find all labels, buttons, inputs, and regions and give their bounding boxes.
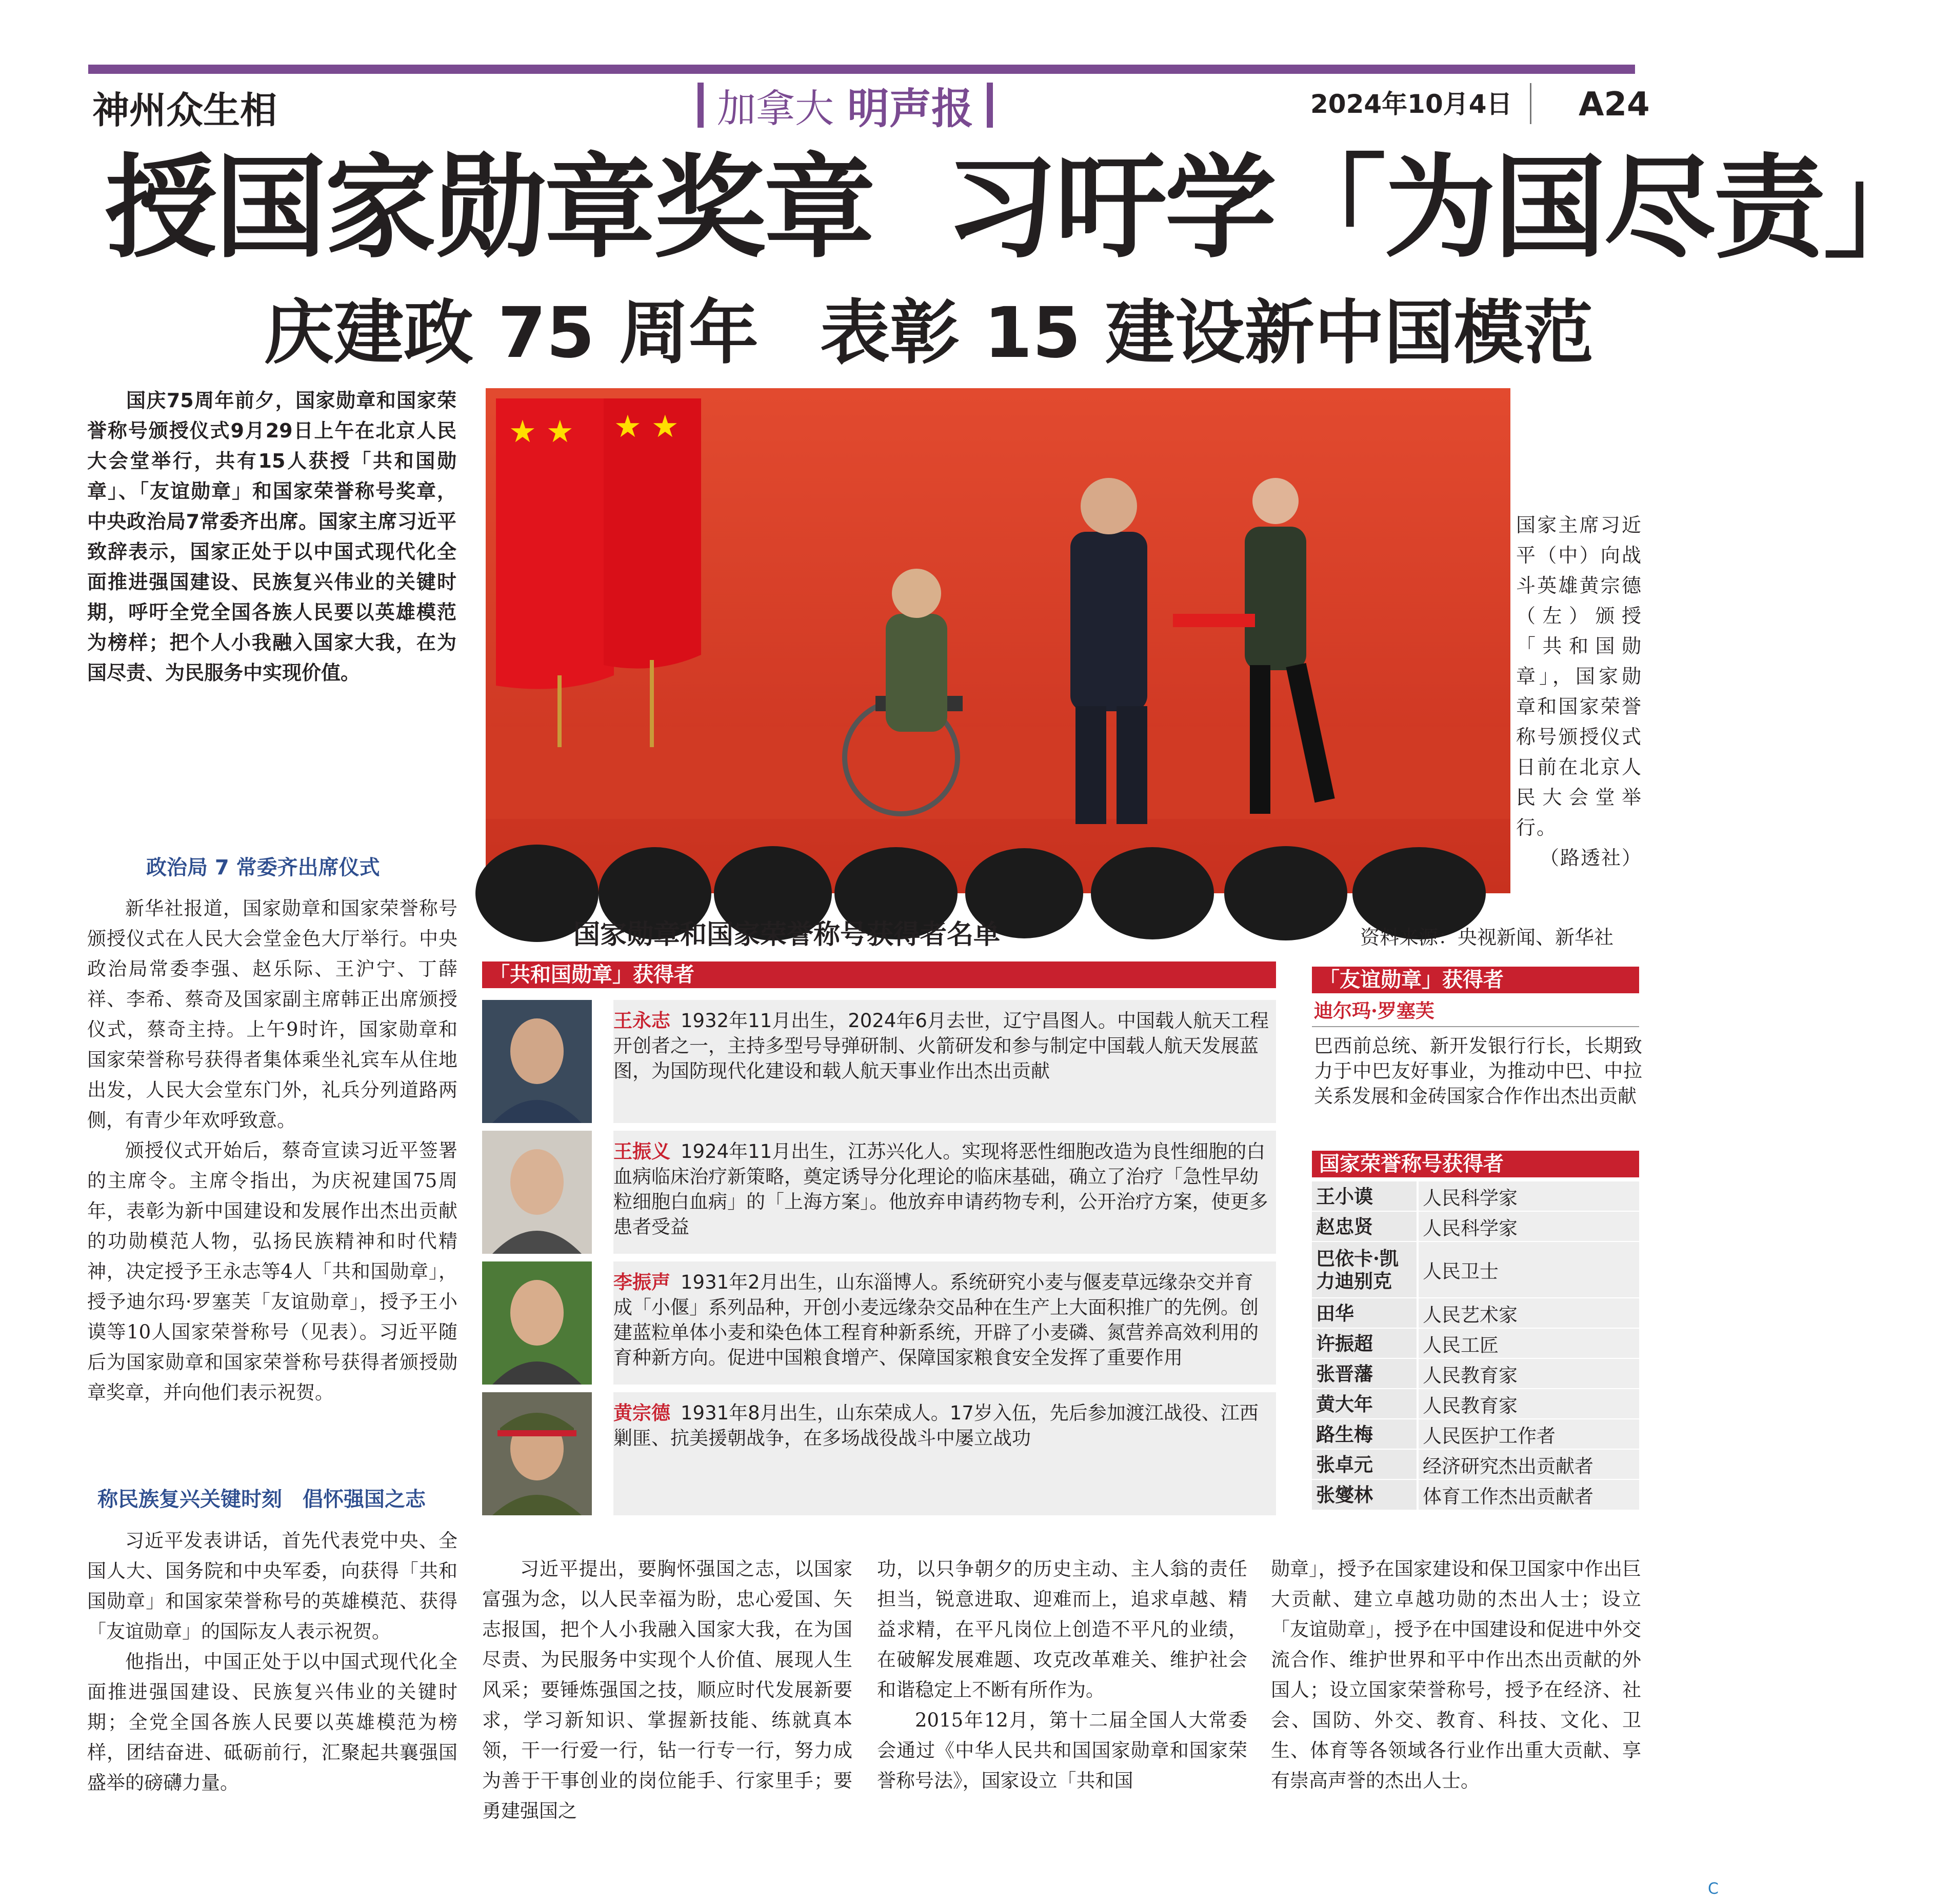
col1-paragraph: 新华社报道，国家勋章和国家荣誉称号颁授仪式在人民大会堂金色大厅举行。中央政治局常委李强、赵乐际、王沪宁、丁薛祥、李希、蔡奇及国家副主席韩正出席颁授仪式，蔡奇主持。上午9时许，国家勋章和国家荣誉称号获得者集体乘坐礼宾车从住地出发，人民大会堂东门外，礼兵分列道路两侧，有青少年欢呼致意。 [87,897,457,1131]
recipient-card [482,1000,1276,1123]
top-rule [88,65,1635,74]
col1-paragraph: 他指出，中国正处于以中国式现代化全面推进强国建设、民族复兴伟业的关键时期；全党全国各族人民要以英雄模范为榜样，团结奋进、砥砺前行，汇聚起共襄强国盛举的磅礴力量。 [87,1651,457,1794]
honor-name: 王小谟 [1312,1181,1418,1211]
youyi-heading: 「友谊勋章」获得者 [1312,967,1639,993]
honor-name: 黄大年 [1312,1389,1418,1419]
recipient-name: 黄宗德 [613,1401,670,1424]
honor-row [1312,1389,1639,1419]
honor-name: 田华 [1312,1298,1418,1328]
honor-table [1312,1180,1639,1510]
recipient-desc: 1931年8月出生，山东荣成人。17岁入伍，先后参加渡江战役、江西剿匪、抗美援朝战争，在多场战役战斗中屡立战功 [613,1402,1259,1449]
issue-date: 2024年10月4日 [1310,89,1512,119]
honor-name: 张晋藩 [1312,1358,1418,1389]
honor-row [1312,1181,1639,1211]
col1-body-1 [87,893,457,1408]
honor-heading: 国家荣誉称号获得者 [1312,1151,1639,1177]
honor-name: 张燮林 [1312,1479,1418,1510]
col1-paragraph: 颁授仪式开始后，蔡奇宣读习近平签署的主席令。主席令指出，为庆祝建国75周年，表彰为新中国建设和发展作出杰出贡献的功勋模范人物，弘扬民族精神和时代精神，决定授予王永志等4人「共和国勋章」，授予迪尔玛·罗塞芙「友谊勋章」，授予王小谟等10人国家荣誉称号（见表）。习近平随后为国家勋章和国家荣誉称号获得者颁授勋章奖章，并向他们表示祝贺。 [87,1139,457,1404]
youyi-rule [1312,1026,1639,1027]
honor-name: 赵忠贤 [1312,1211,1418,1241]
honor-title: 人民教育家 [1418,1358,1639,1389]
col2-body [482,1554,852,1826]
recipient-text [613,1131,1276,1254]
honor-row [1312,1328,1639,1358]
list-title: 国家勋章和国家荣誉称号获得者名单 [573,919,1001,950]
section-title: 神州众生相 [92,88,277,132]
honor-title: 人民卫士 [1418,1241,1639,1298]
headline-part1: 授国家勋章奖章 [105,142,873,273]
list-source: 资料来源：央视新闻、新华社 [1360,926,1614,949]
honor-row [1312,1479,1639,1510]
col1-heading-1: 政治局 7 常委齐出席仪式 [146,856,380,879]
recipient-desc: 1932年11月出生，2024年6月去世，辽宁昌图人。中国载人航天工程开创者之一，主持多型号导弹研制、火箭研发和参与制定中国载人航天发展蓝图，为国防现代化建设和载人航天事业作出杰出贡献 [613,1010,1269,1082]
page-number: A24 [1579,86,1650,124]
recipient-desc: 1931年2月出生，山东淄博人。系统研究小麦与偃麦草远缘杂交并育成「小偃」系列品种，开创小麦远缘杂交品种在生产上大面积推广的先例。创建蓝粒单体小麦和染色体工程育种新系统，开辟了小麦磷、氮营养高效利用的育种新方向。促进中国粮食增产、保障国家粮食安全发挥了重要作用 [613,1271,1259,1369]
lede-paragraph: 国庆75周年前夕，国家勋章和国家荣誉称号颁授仪式9月29日上午在北京人民大会堂举行，共有15人获授「共和国勋章」、「友谊勋章」和国家荣誉称号奖章，中央政治局7常委齐出席。国家主席习近平致辞表示，国家正处于以中国式现代化全面推进强国建设、民族复兴伟业的关键时期，呼吁全党全国各族人民要以英雄模范为榜样；把个人小我融入国家大我，在为国尽责、为民服务中实现价值。 [87,389,456,684]
svg-text:★ ★: ★ ★ [614,409,679,445]
recipient-name: 王振义 [613,1140,670,1163]
portrait-photo [482,1131,592,1254]
ceremony-photo [486,388,1510,893]
col2-paragraph: 习近平提出，要胸怀强国之志，以国家富强为念，以人民幸福为盼，忠心爱国、矢志报国，把个人小我融入国家大我，在为国尽责、为民服务中实现个人价值、展现人生风采；要锤炼强国之技，顺应时代发展新要求，学习新知识、掌握新技能、练就真本领，干一行爱一行，钻一行专一行，努力成为善于干事创业的岗位能手、行家里手；要勇建强国之 [482,1558,852,1822]
honor-row [1312,1241,1639,1298]
youyi-desc: 巴西前总统、新开发银行行长，长期致力于中巴友好事业，为推动中巴、中拉关系发展和金砖国家合作作出杰出贡献 [1314,1035,1642,1107]
honor-title: 人民教育家 [1418,1389,1639,1419]
masthead-bar-left [698,83,704,128]
honor-title: 人民工匠 [1418,1328,1639,1358]
recipient-text [613,1000,1276,1123]
col1-heading-2: 称民族复兴关键时刻 倡怀强国之志 [97,1488,426,1511]
svg-text:★ ★: ★ ★ [509,414,574,450]
recipient-card [482,1261,1276,1385]
masthead [698,77,993,133]
col1-paragraph: 习近平发表讲话，首先代表党中央、全国人大、国务院和中央军委，向获得「共和国勋章」和国家荣誉称号的英雄模范、获得「友谊勋章」的国际友人表示祝贺。 [87,1530,457,1642]
recipient-card [482,1131,1276,1254]
recipient-name: 李振声 [613,1271,670,1293]
honor-row [1312,1449,1639,1479]
masthead-bar-right [987,83,993,128]
recipient-desc: 1924年11月出生，江苏兴化人。实现将恶性细胞改造为良性细胞的白血病临床治疗新策略，奠定诱导分化理论的临床基础，确立了治疗「急性早幼粒细胞白血病」的「上海方案」。他放弃申请药物专利，公开治疗方案，使更多患者受益 [613,1140,1268,1238]
recipient-text [613,1261,1276,1385]
honor-row [1312,1419,1639,1449]
subheadline [264,287,1593,379]
masthead-prefix: 加拿大 [717,85,834,131]
honor-name: 许振超 [1312,1328,1418,1358]
subhead-part1: 庆建政 75 周年 [264,293,759,374]
honor-name: 张卓元 [1312,1449,1418,1479]
ceremony-photo-illustration [486,388,1510,893]
youyi-name: 迪尔玛·罗塞芙 [1314,999,1434,1022]
honor-title: 人民医护工作者 [1418,1419,1639,1449]
headline-part2: 习吁学「为国尽责」 [945,142,1933,273]
header-divider [1530,83,1531,124]
honor-name: 路生梅 [1312,1419,1418,1449]
col1-body-2 [87,1526,457,1798]
corner-mark: C [1708,1880,1719,1898]
honor-title: 经济研究杰出贡献者 [1418,1449,1639,1479]
photo-caption [1516,510,1642,873]
caption-text: 国家主席习近平（中）向战斗英雄黄宗德（左）颁授「共和国勋章」，国家勋章和国家荣誉称号颁授仪式日前在北京人民大会堂举行。 [1516,514,1642,839]
headline [105,138,1933,277]
honor-row [1312,1358,1639,1389]
honor-title: 人民艺术家 [1418,1298,1639,1328]
col4-paragraph: 勋章」，授予在国家建设和保卫国家中作出巨大贡献、建立卓越功勋的杰出人士；设立「友谊勋章」，授予在中国建设和促进中外交流合作、维护世界和平中作出杰出贡献的外国人；设立国家荣誉称号，授予在经济、社会、国防、外交、教育、科技、文化、卫生、体育等各领域各行业作出重大贡献、享有崇高声誉的杰出人士。 [1271,1558,1641,1792]
honor-title: 人民科学家 [1418,1211,1639,1241]
honor-row [1312,1298,1639,1328]
col3-paragraph: 功，以只争朝夕的历史主动、主人翁的责任担当，锐意进取、迎难而上，追求卓越、精益求精，在平凡岗位上创造不平凡的业绩，在破解发展难题、攻克改革难关、维护社会和谐稳定上不断有所作为。 [877,1558,1247,1701]
portrait-photo [482,1000,592,1123]
honor-title: 体育工作杰出贡献者 [1418,1479,1639,1510]
recipient-name: 王永志 [613,1009,670,1032]
honor-row [1312,1211,1639,1241]
portrait-photo [482,1392,592,1515]
recipient-card [482,1392,1276,1515]
honor-name: 巴依卡·凯力迪别克 [1312,1241,1418,1298]
portrait-photo [482,1261,592,1385]
caption-credit: （路透社） [1539,847,1642,869]
masthead-name: 明声报 [847,84,974,133]
gonghe-heading: 「共和国勋章」获得者 [482,961,1276,988]
subhead-part2: 表彰 15 建设新中国模范 [820,293,1593,374]
recipient-text [613,1392,1276,1515]
col4-body [1271,1554,1641,1796]
col3-paragraph: 2015年12月，第十二届全国人大常委会通过《中华人民共和国国家勋章和国家荣誉称号法》，国家设立「共和国 [877,1709,1247,1792]
col3-body [877,1554,1247,1796]
honor-title: 人民科学家 [1418,1181,1639,1211]
